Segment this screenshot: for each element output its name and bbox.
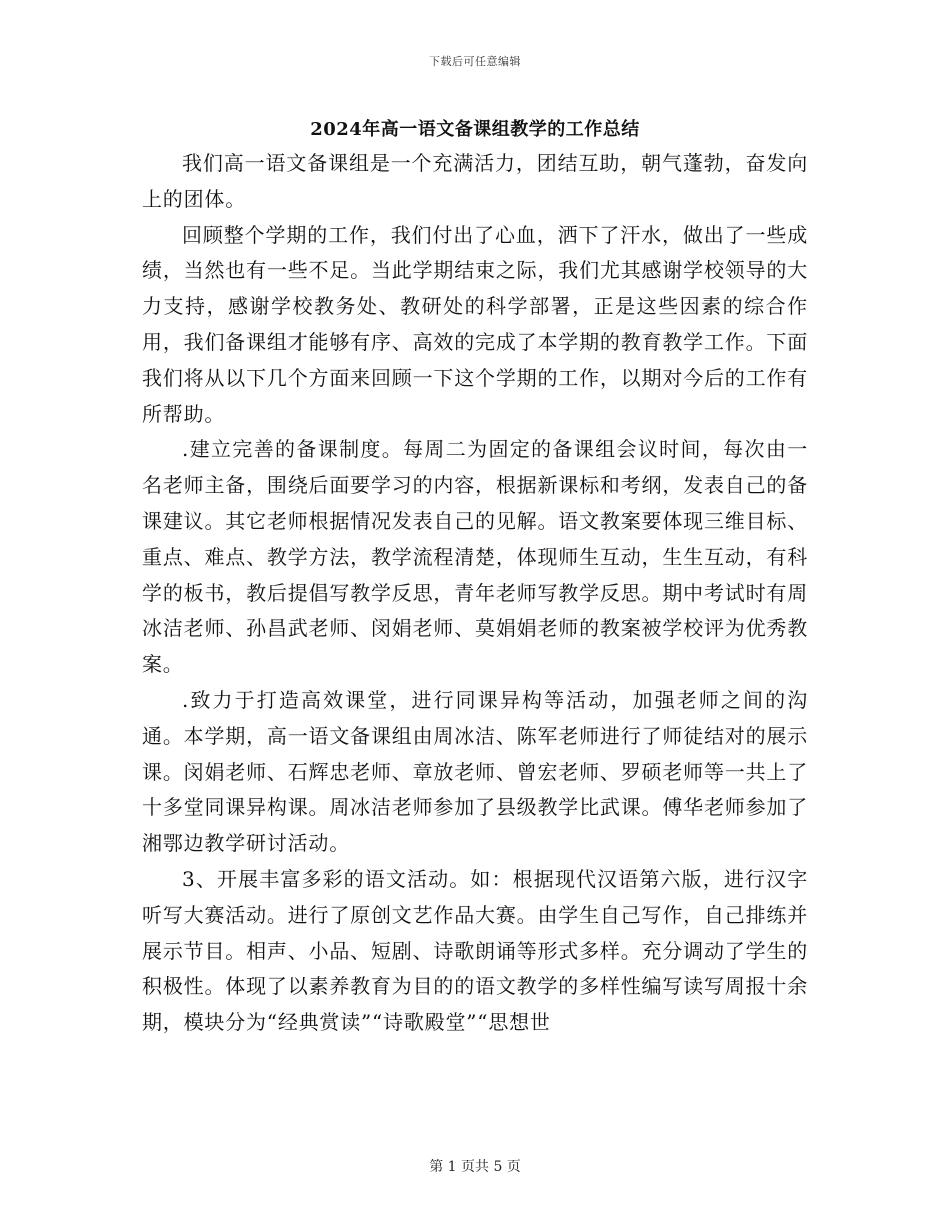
paragraph-chinese-activities: 3、开展丰富多彩的语文活动。如：根据现代汉语第六版，进行汉字听写大赛活动。进行了原创文艺作品大赛。由学生自己写作，自己排练并展示节目。相声、小品、短剧、诗歌朗诵等形式多样。充分调动了学生的积极性。体现了以素养教育为目的的语文教学的多样性编写读写周报十余期，模块分为“经典赏读”“诗歌殿堂”“思想世 <box>142 866 808 1035</box>
paragraph-efficient-classroom: .致力于打造高效课堂，进行同课异构等活动，加强老师之间的沟通。本学期，高一语文备课组由周冰洁、陈军老师进行了师徒结对的展示课。闵娟老师、石辉忠老师、章放老师、曾宏老师、罗硕老师等一共上了十多堂同课异构课。周冰洁老师参加了县级教学比武课。傅华老师参加了湘鄂边教学研讨活动。 <box>142 687 808 856</box>
paragraph-review: 回顾整个学期的工作，我们付出了心血，洒下了汗水，做出了一些成绩，当然也有一些不足。当此学期结束之际，我们尤其感谢学校领导的大力支持，感谢学校教务处、教研处的科学部署，正是这些因素的综合作用，我们备课组才能够有序、高效的完成了本学期的教育教学工作。下面我们将从以下几个方面来回顾一下这个学期的工作，以期对今后的工作有所帮助。 <box>142 222 808 426</box>
document-body <box>142 146 808 1041</box>
page-number-footer: 第 1 页共 5 页 <box>429 1159 521 1175</box>
paragraph-intro: 我们高一语文备课组是一个充满活力，团结互助，朝气蓬勃，奋发向上的团体。 <box>142 151 808 211</box>
document-title: 2024年高一语文备课组教学的工作总结 <box>310 119 640 140</box>
paragraph-lesson-prep-system: .建立完善的备课制度。每周二为固定的备课组会议时间，每次由一名老师主备，围绕后面要学习的内容，根据新课标和考纲，发表自己的备课建议。其它老师根据情况发表自己的见解。语文教案要体现三维目标、重点、难点、教学方法，教学流程清楚，体现师生互动，生生互动，有科学的板书，教后提倡写教学反思，青年老师写教学反思。期中考试时有周冰洁老师、孙昌武老师、闵娟老师、莫娟娟老师的教案被学校评为优秀教案。 <box>142 437 808 677</box>
page-header-note: 下载后可任意编辑 <box>429 55 521 68</box>
